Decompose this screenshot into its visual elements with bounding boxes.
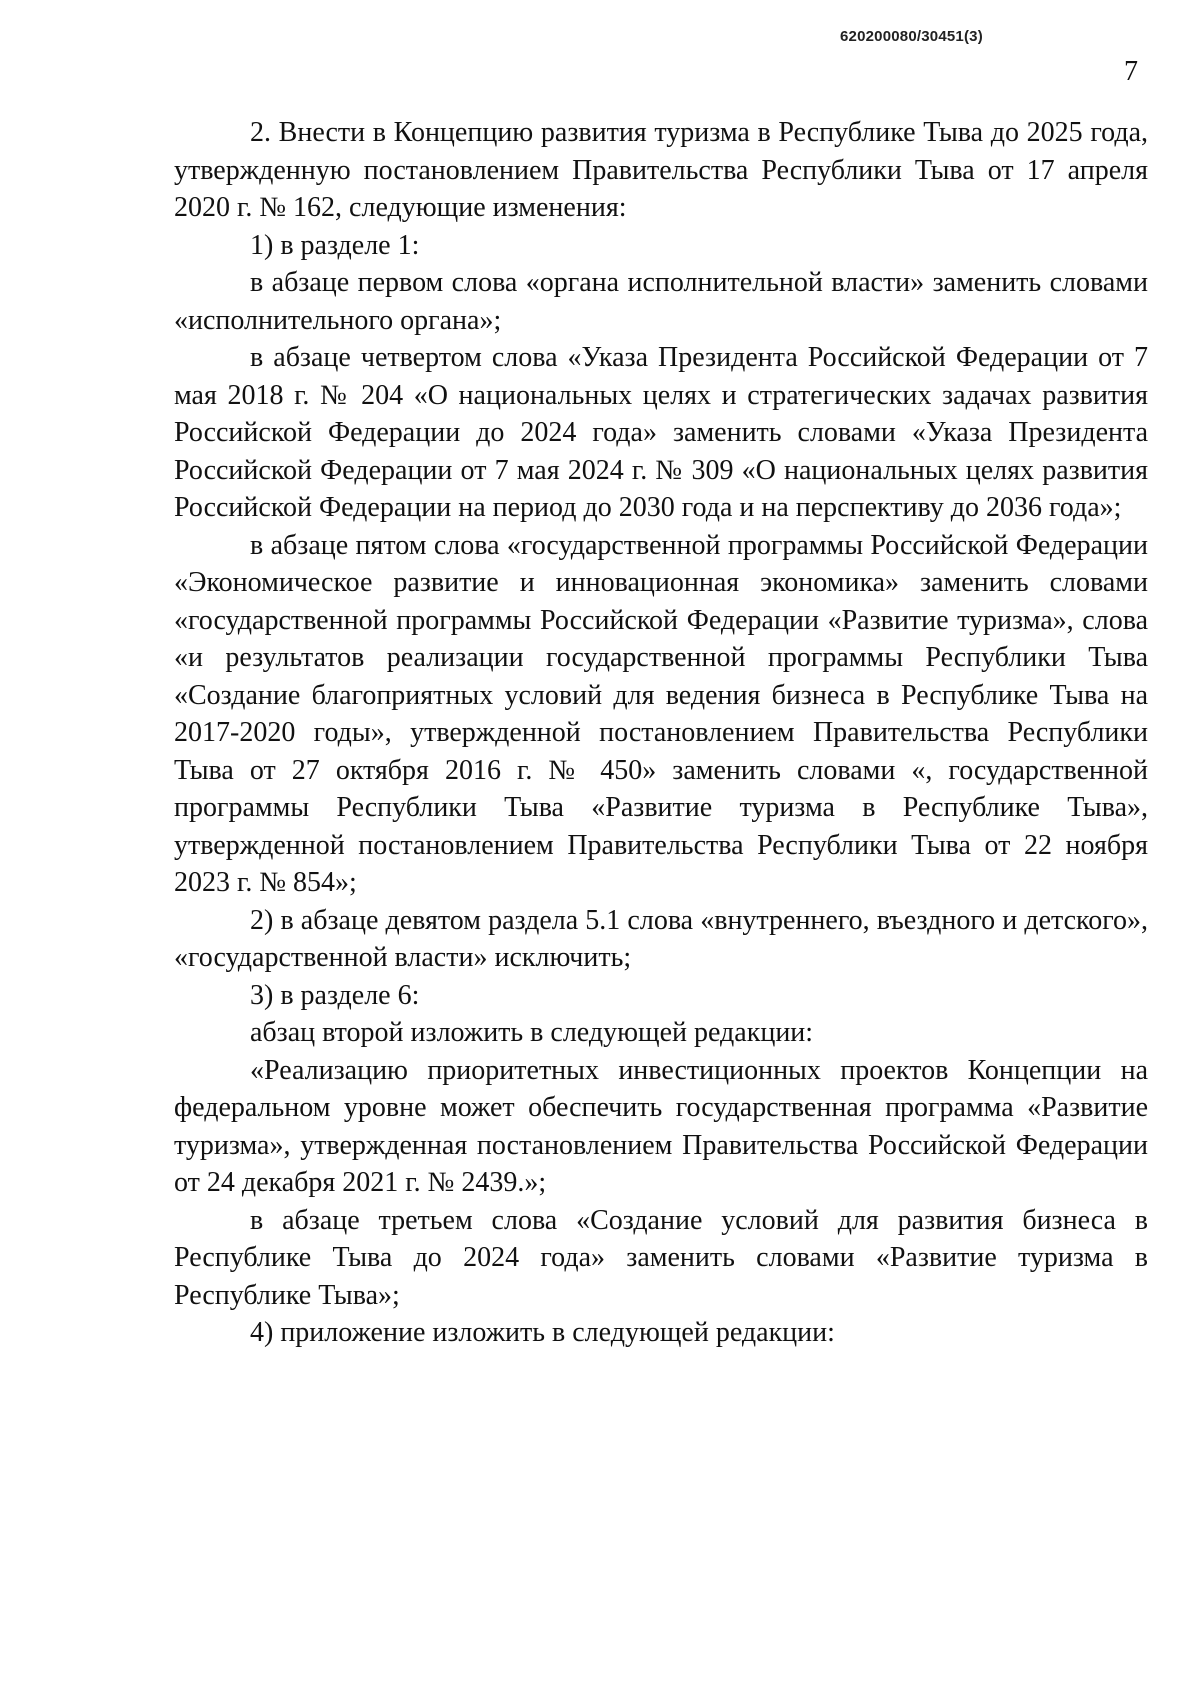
paragraph-section-1-first: в абзаце первом слова «органа исполнительной власти» заменить словами «исполнительного органа»; [174, 267, 1148, 336]
paragraph-section-5-1: 2) в абзаце девятом раздела 5.1 слова «внутреннего, въездного и детского», «государственной власти» исключить; [174, 904, 1148, 973]
paragraph-section-6-third: в абзаце третьем слова «Создание условий для развития бизнеса в Республике Тыва до 2024 года» заменить словами «Развитие туризма в Республике Тыва»; [174, 1204, 1148, 1311]
paragraph-section-1: 1) в разделе 1: [250, 229, 420, 261]
document-body [174, 114, 1148, 1352]
paragraph-amendment-intro: 2. Внести в Концепцию развития туризма в Республике Тыва до 2025 года, утвержденную постановлением Правительства Республики Тыва от 17 апреля 2020 г. № 162, следующие изменения: [174, 117, 1148, 223]
page-number: 7 [1124, 56, 1138, 87]
paragraph-appendix: 4) приложение изложить в следующей редакции: [250, 1317, 835, 1348]
paragraph-section-1-fifth: в абзаце пятом слова «государственной программы Российской Федерации «Экономическое развитие и инновационная экономика» заменить словами «государственной программы Российской Федерации «Развитие туризма», слова «и результатов реализации государственной программы Республики Тыва «Создание благоприятных условий для ведения бизнеса в Республике Тыва на 2017-2020 годы», утвержденной постановлением Правительства Республики Тыва от 27 октября 2016 г. № 450» заменить словами «, государственной программы Республики Тыва «Развитие туризма в Республике Тыва», утвержденной постановлением Правительства Республики Тыва от 22 ноября 2023 г. № 854»; [174, 529, 1148, 898]
paragraph-section-1-fourth: в абзаце четвертом слова «Указа Президента Российской Федерации от 7 мая 2018 г. № 204 «О национальных целях и стратегических задачах развития Российской Федерации до 2024 года» заменить словами «Указа Президента Российской Федерации от 7 мая 2024 г. № 309 «О национальных целях развития Российской Федерации на период до 2030 года и на перспективу до 2036 года»; [174, 342, 1148, 523]
paragraph-section-6-quote: «Реализацию приоритетных инвестиционных проектов Концепции на федеральном уровне может обеспечить государственная программа «Развитие туризма», утвержденная постановлением Правительства Российской Федерации от 24 декабря 2021 г. № 2439.»; [174, 1054, 1148, 1198]
document-registration-number: 620200080/30451(3) [840, 28, 983, 45]
paragraph-section-6: 3) в разделе 6: [250, 979, 420, 1011]
paragraph-section-6-second: абзац второй изложить в следующей редакции: [250, 1017, 814, 1048]
